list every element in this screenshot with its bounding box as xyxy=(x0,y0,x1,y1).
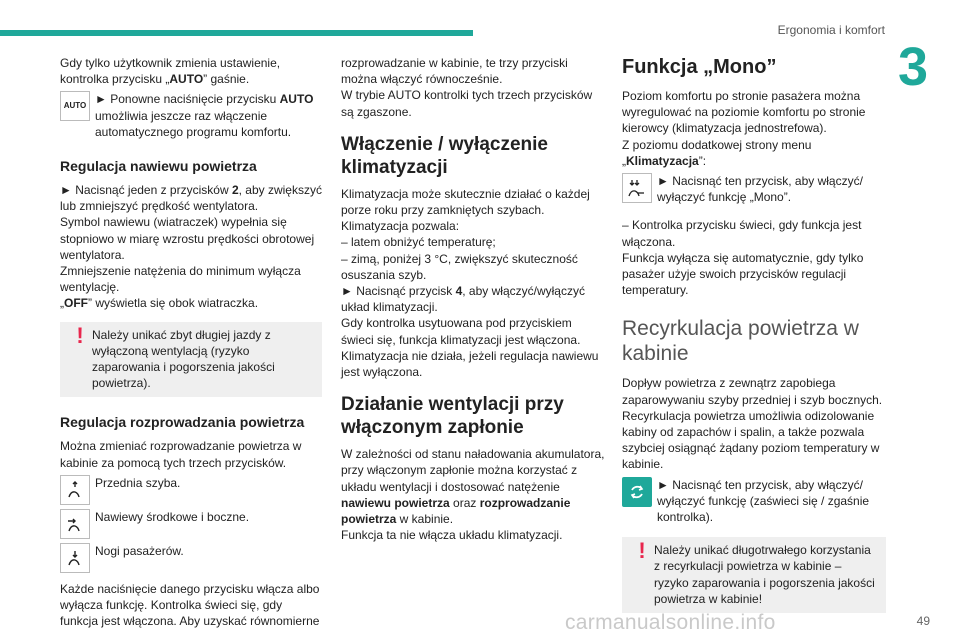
windscreen-row: Przednia szyba. xyxy=(60,475,322,505)
mono-button-icon xyxy=(622,173,652,203)
paragraph: Poziom komfortu po stronie pasażera można wyregulować na poziomie komfortu po stronie kierowcy (klimatyzacja jednostrefowa). xyxy=(622,89,866,136)
section-title: Ergonomia i komfort xyxy=(777,23,885,37)
warning-icon: ! xyxy=(76,322,84,348)
paragraph: Funkcja ta nie włącza układu klimatyzacji. xyxy=(341,528,563,543)
paragraph: Każde naciśnięcie danego przycisku włącza albo wyłącza funkcję. Kontrolka świeci się, gdy funkcja jest włączona. Aby uzyskać równomierne xyxy=(60,581,320,629)
auto-instruction: AUTO ► Ponowne naciśnięcie przycisku AUTO umożliwia jeszcze raz włączenie automatycznego programu komfortu. xyxy=(60,91,322,140)
heading-mono: Funkcja „Mono” xyxy=(622,56,777,78)
paragraph: Można zmieniać rozprowadzanie powietrza w kabinie za pomocą tych trzech przycisków. xyxy=(60,439,302,470)
feet-airflow-icon xyxy=(60,543,90,573)
vents-airflow-icon xyxy=(60,509,90,539)
paragraph: Klimatyzacja nie działa, jeżeli regulacja nawiewu jest wyłączona. xyxy=(341,348,599,380)
paragraph: W trybie AUTO kontrolki tych trzech przycisków są zgaszone. xyxy=(341,88,593,119)
column-3 xyxy=(622,55,886,617)
paragraph: Dopływ powietrza z zewnątrz zapobiega zaparowywaniu szyby przedniej i szyb bocznych. Recyrkulacja powietrza umożliwia odizolowanie kabiny od zapachów i spalin, a także pozwala szybciej osiągnąć żądany poziom temperatury w kabinie. xyxy=(622,376,883,472)
watermark: carmanualsonline.info xyxy=(565,611,776,634)
recirc-instruction: ► Nacisnąć ten przycisk, aby włączyć/ wyłączyć funkcję (zaświeci się / zgaśnie kontrolka). xyxy=(622,477,886,526)
paragraph: „Klimatyzacja”: xyxy=(622,153,707,168)
heading-distribution: Regulacja rozprowadzania powietrza xyxy=(60,414,305,431)
warning-note: ! Należy unikać zbyt długiej jazdy z wyłączoną wentylacją (ryzyko zaparowania i pogorszenia jakości powietrza). xyxy=(60,322,322,398)
paragraph: Symbol nawiewu (wiatraczek) wypełnia się stopniowo w miarę wzrostu prędkości obrotowej wentylatora. xyxy=(60,215,315,262)
column-1 xyxy=(60,55,322,629)
warning-icon: ! xyxy=(638,538,646,564)
heading-ventilation: Działanie wentylacji przy włączonym zapłonie xyxy=(341,394,564,439)
mono-instruction: ► Nacisnąć ten przycisk, aby włączyć/ wyłączyć funkcję „Mono”. xyxy=(622,173,886,205)
column-2 xyxy=(341,55,605,543)
paragraph: ► Nacisnąć jeden z przycisków 2, aby zwiększyć lub zmniejszyć prędkość wentylatora. xyxy=(60,183,322,214)
paragraph: Gdy kontrolka usytuowana pod przyciskiem świeci się, funkcja klimatyzacji jest włączona. xyxy=(341,316,581,347)
paragraph: Klimatyzacja pozwala: xyxy=(341,219,460,234)
heading-recirculation: Recyrkulacja powietrza w kabinie xyxy=(622,317,859,366)
paragraph: W zależności od stanu naładowania akumulatora, przy włączonym zapłonie można korzystać z układu wentylacji i dostosować natężenie nawiewu powietrza oraz rozprowadzanie powietrza w kabinie. xyxy=(341,447,605,527)
paragraph: – zimą, poniżej 3 °C, zwiększyć skuteczność osuszania szyb. xyxy=(341,251,578,282)
paragraph: – latem obniżyć temperaturę; xyxy=(341,235,496,250)
auto-button-icon: AUTO xyxy=(60,91,90,121)
paragraph: „OFF” wyświetla się obok wiatraczka. xyxy=(60,296,259,311)
paragraph: rozprowadzanie w kabinie, te trzy przyciski można włączyć równocześnie. xyxy=(341,56,568,87)
windscreen-airflow-icon xyxy=(60,475,90,505)
recirculation-icon xyxy=(622,477,652,507)
top-accent-bar xyxy=(0,30,473,36)
paragraph: Funkcja wyłącza się automatycznie, gdy tylko pasażer użyje swoich przycisków regulacji temperatury. xyxy=(622,250,864,298)
heading-airflow: Regulacja nawiewu powietrza xyxy=(60,158,257,175)
warning-note: ! Należy unikać długotrwałego korzystania z recyrkulacji powietrza w kabinie – ryzyko zaparowania i pogorszenia jakości powietrza w kabinie! xyxy=(622,537,886,613)
paragraph: – Kontrolka przycisku świeci, gdy funkcja jest włączona. xyxy=(622,218,862,249)
chapter-number: 3 xyxy=(898,37,929,97)
feet-row: Nogi pasażerów. xyxy=(60,543,322,573)
heading-ac-onoff: Włączenie / wyłączenie klimatyzacji xyxy=(341,133,548,178)
paragraph: Z poziomu dodatkowej strony menu xyxy=(622,137,812,152)
paragraph: Gdy tylko użytkownik zmienia ustawienie, kontrolka przycisku „AUTO” gaśnie. xyxy=(60,56,281,87)
paragraph: Zmniejszenie natężenia do minimum wyłącza wentylację. xyxy=(60,264,301,295)
paragraph: Klimatyzacja może skutecznie działać o każdej porze roku przy zamkniętych szybach. xyxy=(341,186,590,218)
page-number: 49 xyxy=(916,614,930,628)
paragraph: ► Nacisnąć przycisk 4, aby włączyć/wyłączyć układ klimatyzacji. xyxy=(341,284,585,315)
vents-row: Nawiewy środkowe i boczne. xyxy=(60,509,322,539)
